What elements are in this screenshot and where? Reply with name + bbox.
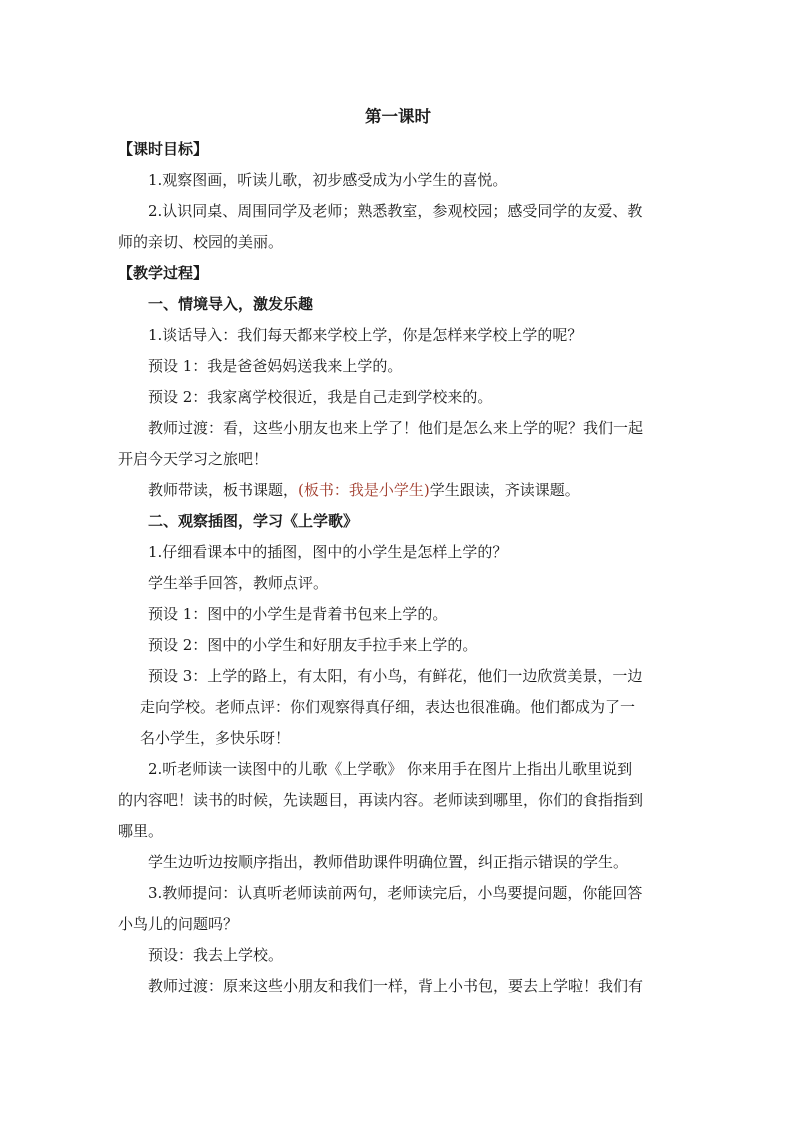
part-2-question-3-preset: 预设：我去上学校。 <box>148 946 284 964</box>
part-2-preset-3-line-3: 名小学生，多快乐呀！ <box>140 729 291 747</box>
goal-2-line-1: 2.认识同桌、周围同学及老师；熟悉教室，参观校园；感受同学的友爱、教 <box>148 202 643 220</box>
process-heading: 【教学过程】 <box>118 264 209 282</box>
part-2-preset-3-line-2: 走向学校。老师点评：你们观察得真仔细，表达也很准确。他们都成为了一 <box>140 698 636 716</box>
part-2-question-2-line-2: 的内容吧！读书的时候，先读题目，再读内容。老师读到哪里，你们的食指指到 <box>118 791 644 809</box>
part-1-transition-line-1: 教师过渡：看，这些小朋友也来上学了！他们是怎么来上学的呢？我们一起 <box>148 419 644 437</box>
part-2-question-3-line-1: 3.教师提问：认真听老师读前两句，老师读完后，小鸟要提问题，你能回答 <box>148 884 643 902</box>
part-1-board-line <box>118 475 678 506</box>
part-1-heading: 一、情境导入，激发乐趣 <box>148 295 314 313</box>
part-2-answer: 学生举手回答，教师点评。 <box>148 574 329 592</box>
document-body <box>118 100 678 1002</box>
part-2-question-2-line-3: 哪里。 <box>118 822 164 840</box>
goals-heading: 【课时目标】 <box>118 140 209 158</box>
part-2-question-3-line-2: 小鸟儿的问题吗？ <box>118 915 239 933</box>
board-title-text: (板书：我是小学生) <box>298 481 430 499</box>
board-line-prefix: 教师带读，板书课题， <box>148 481 299 499</box>
part-2-preset-1: 预设 1：图中的小学生是背着书包来上学的。 <box>148 605 448 623</box>
goal-1: 1.观察图画，听读儿歌，初步感受成为小学生的喜悦。 <box>148 171 508 189</box>
part-2-preset-2: 预设 2：图中的小学生和好朋友手拉手来上学的。 <box>148 636 478 654</box>
part-2-preset-3-line-1: 预设 3：上学的路上，有太阳，有小鸟，有鲜花，他们一边欣赏美景，一边 <box>148 667 643 685</box>
part-2-question-1: 1.仔细看课本中的插图，图中的小学生是怎样上学的？ <box>148 543 508 561</box>
part-1-preset-2: 预设 2：我家离学校很近，我是自己走到学校来的。 <box>148 388 493 406</box>
part-1-preset-1: 预设 1：我是爸爸妈妈送我来上学的。 <box>148 357 403 375</box>
board-line-suffix: 学生跟读，齐读课题。 <box>429 481 580 499</box>
part-2-students: 学生边听边按顺序指出，教师借助课件明确位置，纠正指示错误的学生。 <box>148 853 629 871</box>
part-2-question-2-line-1: 2.听老师读一读图中的儿歌《上学歌》 你来用手在图片上指出儿歌里说到 <box>148 760 633 778</box>
part-1-transition-line-2: 开启今天学习之旅吧！ <box>118 450 269 468</box>
part-2-heading: 二、观察插图，学习《上学歌》 <box>148 512 359 530</box>
goal-2-line-2: 师的亲切、校园的美丽。 <box>118 233 284 251</box>
part-1-intro: 1.谈话导入：我们每天都来学校上学，你是怎样来学校上学的呢？ <box>148 326 583 344</box>
part-2-transition: 教师过渡：原来这些小朋友和我们一样，背上小书包，要去上学啦！我们有 <box>148 977 644 995</box>
page-title: 第一课时 <box>365 107 431 126</box>
